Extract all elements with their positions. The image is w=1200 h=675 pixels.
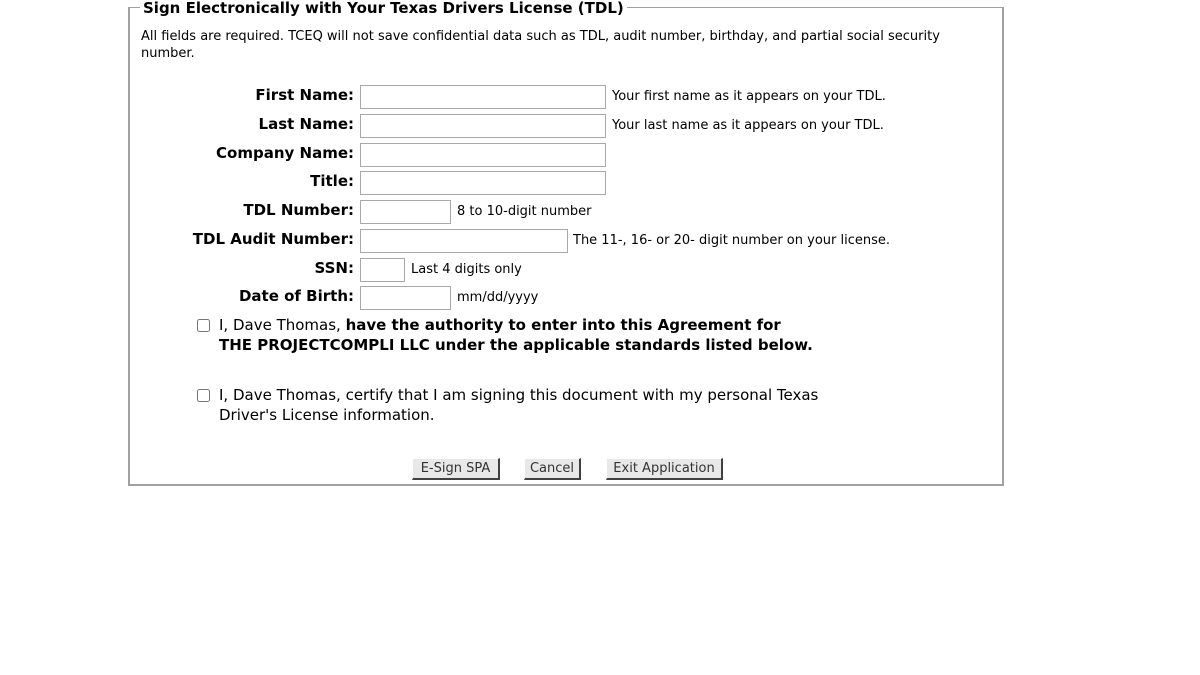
dob-label: Date of Birth: xyxy=(238,287,354,305)
last-name-input[interactable] xyxy=(360,114,606,138)
tdl-audit-number-label: TDL Audit Number: xyxy=(192,230,354,248)
authority-name-prefix: I, Dave Thomas, xyxy=(219,316,346,334)
tdl-number-input[interactable] xyxy=(360,200,451,224)
authority-agreement-text xyxy=(219,315,819,355)
ssn-label: SSN: xyxy=(314,259,354,277)
title-label: Title: xyxy=(310,172,354,190)
ssn-hint: Last 4 digits only xyxy=(411,262,522,277)
ssn-input[interactable] xyxy=(360,258,405,282)
company-name-input[interactable] xyxy=(360,143,606,167)
company-name-label: Company Name: xyxy=(216,144,354,162)
esign-button[interactable]: E-Sign SPA xyxy=(412,458,500,480)
first-name-input[interactable] xyxy=(360,85,606,109)
first-name-label: First Name: xyxy=(255,86,354,104)
last-name-hint: Your last name as it appears on your TDL. xyxy=(612,118,884,133)
tdl-audit-number-input[interactable] xyxy=(360,229,568,253)
fieldset-legend: Sign Electronically with Your Texas Drivers License (TDL) xyxy=(140,0,627,18)
last-name-label: Last Name: xyxy=(258,115,354,133)
authority-statement: have the authority to enter into this Agreement for THE PROJECTCOMPLI LLC under the applicable standards listed below. xyxy=(219,316,813,354)
cancel-button[interactable]: Cancel xyxy=(524,458,581,480)
intro-text: All fields are required. TCEQ will not save confidential data such as TDL, audit number, birthday, and partial social security number. xyxy=(141,29,940,61)
certify-checkbox[interactable] xyxy=(197,389,210,402)
dob-hint: mm/dd/yyyy xyxy=(457,290,539,305)
certify-agreement-text xyxy=(219,385,879,425)
exit-application-button[interactable]: Exit Application xyxy=(606,458,723,480)
certify-statement: certify that I am signing this document with my personal Texas Driver's License information. xyxy=(219,386,819,424)
tdl-number-hint: 8 to 10-digit number xyxy=(457,204,592,219)
dob-input[interactable] xyxy=(360,286,451,310)
first-name-hint: Your first name as it appears on your TDL. xyxy=(612,89,886,104)
certify-name-prefix: I, Dave Thomas, xyxy=(219,386,346,404)
authority-checkbox[interactable] xyxy=(197,319,210,332)
title-input[interactable] xyxy=(360,171,606,195)
tdl-audit-number-hint: The 11-, 16- or 20- digit number on your license. xyxy=(573,233,890,248)
tdl-number-label: TDL Number: xyxy=(243,201,354,219)
